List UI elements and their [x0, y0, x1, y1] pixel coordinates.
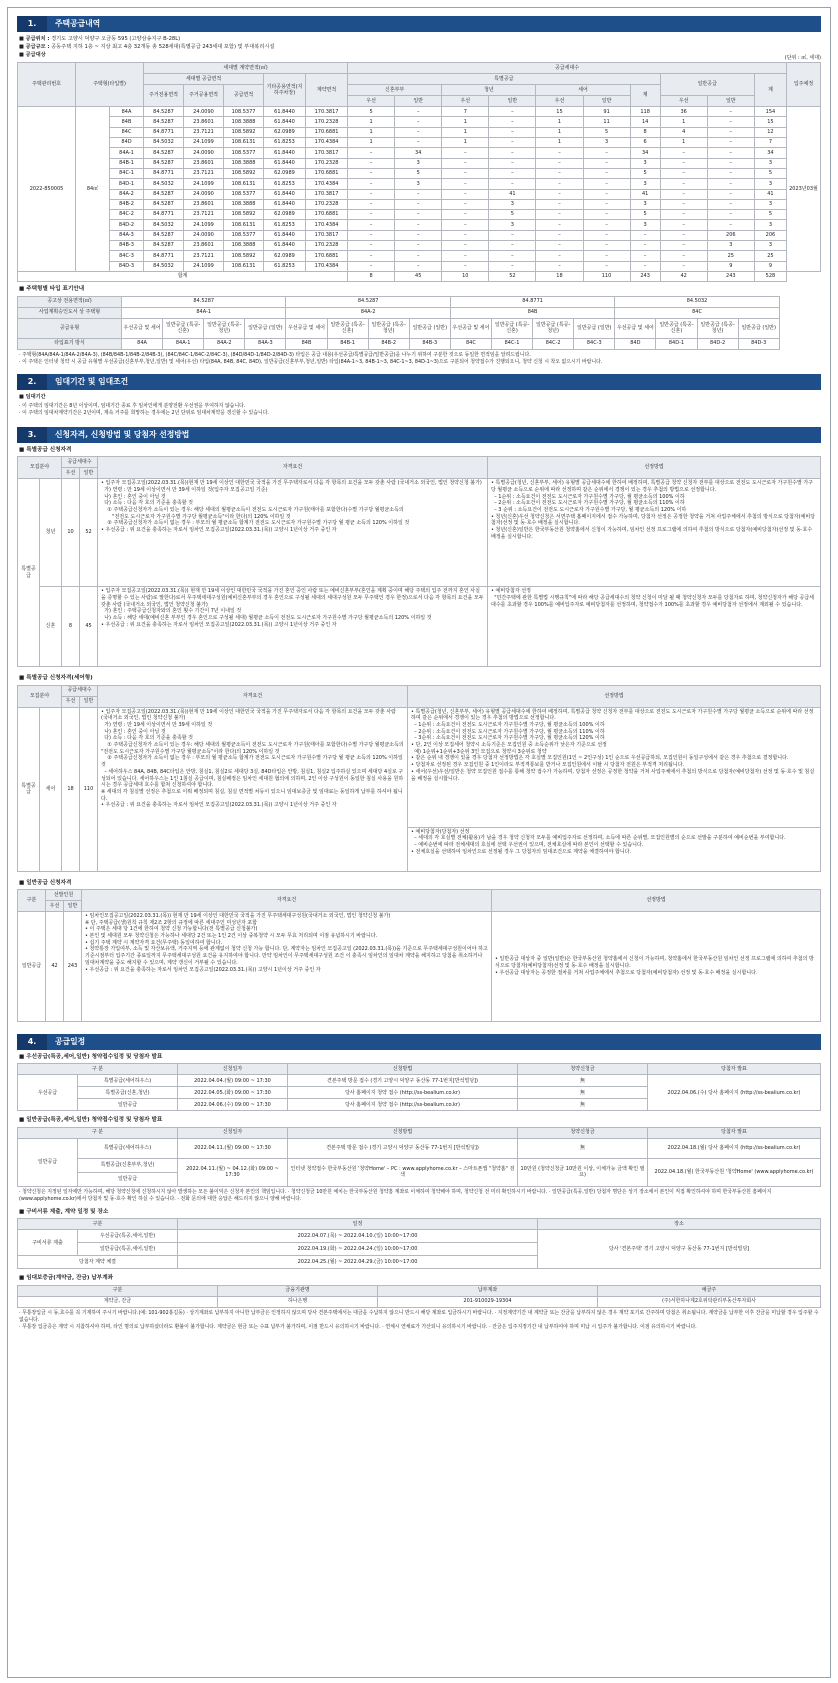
- table-row: 84D 84.5032 24.1099 108.6131 61.8253 170.4384 1 – 1 – 1 3 6 1 – 7: [18, 138, 821, 148]
- account-table: 구분 금융기관명 납부계좌 예금주 계약금, 잔금 하나은행 201-910029-19304 (주)서한하나제2호위탁관리부동산투자회사: [17, 1285, 821, 1308]
- type-notes: · 주택형(84A/84A-1/84A-2/84A-3), (84B/84B-1/84B-2/84B-3), (84C/84C-1/84C-2/84C-3), (84D/84D-1/84D-2/84D-3) 타입은 공급 내용(우선공급/특별공급/일반공급)을 나누기 위하여 구분한 것으로 동일한 면적임을 알려드립니다. · 이 주택은 인터넷 청약 시 공급 유형별 우선공급(신혼부부,청년,일반) 및 세어(우선) 타입(84A, 84B, 84C, 84D), 일반공급(신혼부부,청년,일반) 타입(84A-1~3, 84B-1~3, 84C-1~3, 84D-1~3)으로 구분되어 청약접수가 진행되오니, 청약 신청 시 착오 없으시기 바랍니다.: [19, 351, 603, 365]
- type-guide-table: 공고상 전용면적(㎡) 84.5287 84.5287 84.8771 84.5032 사업계획승인도서 상 주택형 84A-1 84A-2 84B 84C 공급유형 우선공급 및 세어 일반공급 (특공-신혼) 일반공급 (특공-청년) 일반공급 (일반) 우선공급 및 세어 일반공급 (특공-신혼) 일반공급 (특공-청년) 일반공급 (일반) 우선공급 및 세어 일반공급 (특공-신혼) 일반공급 (특공-청년) 일반공급 (일반) 우선공급 및 세어 일반공급 (특공-신혼) 일반공급 (특공-청년) 일반공급 (일반) 타입표기 방식 84A 84A-1 84A-2 84A-3 84B 84B-1 84B-2 84B-3 84C 84C-1 84C-2 84C-3 84D 84D-1 84D-2 84D-3: [17, 296, 821, 350]
- sum-label: 합계: [18, 271, 348, 281]
- section-1-header: [17, 16, 821, 32]
- table-row: 84A-2 84.5287 24.0090 108.5377 61.8440 170.3817 – – – 41 – – 41 – – 41: [18, 189, 821, 199]
- table-row: 2022-850005 84㎡ 84A 84.5287 24.0090 108.5377 61.8440 170.3817 5 – 7 – 15 91 118 36 – 154 2023년03월: [18, 107, 821, 117]
- subject-line: ■ 공급대상: [19, 51, 46, 58]
- general-qual: • 임차인모집공고일(2022.03.31.(목)) 현재 만 19세 이상인 대한민국 국적을 가진 무주택세대구성원(국내거소 외국인, 법인 청약신청 불가) ※ 단, 주택공급(생)원칙 규칙 제2조 2항의 규정에 따른 세대주인 미성년자 포함 • 이 주택은 세대 당 1건에 한하여 청약 신청 가능합니다(전 특별공급 신청불가) • 본인 및 세대원 모두 청약신청은 가능하나 세대당 2건 또는 1인 2건 이상 중복청약 시 모두 무효 처리되며 이점 유념하시기 바랍니다. • 십기 주택 계약 시 계약자격 요건(무주택) 동일여하여 합니다. • 청약통장 가입여부, 소득 및 자산보유액, 거주지역 등에 관계없이 청약 신청 가능 합니다. 단, 계약자는 임차인 모집공고일 (2022.03.31.(목))을 기준으로 무주택세대구성원이어야 하고 기준시점부터 입주기간 종료일까지 무주택세대구성원 요건을 유지하여야 합니다. 만약 임차인이 무주택세대구성원 조건 이 충족시 임차인의 임대차 계약을 해지하고 당첨을 취소하거나 임대차계약을 중도 해지할 수 있으며, 계약 갱신이 거부될 수 있습니다. • 우선공급 : 위 요건을 충족하는 자로서 임차인 모집공고일(2022.03.31.(목)) 고양시 1년이상 거주 중인 자: [82, 912, 492, 1022]
- table-row: 84A-3 84.5287 24.0090 108.5377 61.8440 170.3817 – – – – – – – – 206 206: [18, 230, 821, 240]
- tenant-sel: • 특별공급(청년, 신혼부부, 세어) 유형별 공급세대수에 한하여 배정하며, 특별공급 청약 신청자 전부를 대상으로 전전도 도시근로자 가구원수별 가구당 월평균 소득으로 순위에 따라 선정하며 같은 순위에서 경쟁이 있는 경우 추첨의 방법으로 선정합니다. – 1순위 : 소득요건이 전전도 도시근로자 가구원수별 가구당, 월 평균소득의 100% 이하 – 2순위 : 소득요건이 전전도 도시근로자 가구원수별 가구당, 월 평균소득의 110% 이하 – 3순위 : 소득요건이 전전도 도시근로자 가구원수별 가구당, 월 평균소득의 120% 이하 • 단, 2인 이상 모집세어 청약시 소득기준은 모집인원 중 소득순위가 낮은자 기준으로 선정 예) 1순위+1순위+3순위 3인 모집으로 청약시 3순위로 청약 • 같은 순위 내 경쟁이 있을 경우 당첨자 선정방법은 각 호실별 모집인원(1인 ~ 2인구성) 1인 순으로 우선공급하되, 모집인원이 동일구성에서 같은 경우 추첨으로 결정합니다. • 당첨자로 선정된 경우 모집인원 중 1인이라도 부적격통보를 받거나 모집인원에서 이탈 시 당첨자 전원은 부적격 처리됩니다. • 세어(우선)우선/일반은 청약 모집인원 접수를 통해 청약 접수가 가능하며, 당첨자 선정은 공정한 청약을 거쳐 사업주체에서 추첨의 방식으로 당첨자(예비당첨자) 선정 및 동·호수 및 침실을 배정을 실시합니다.: [408, 707, 821, 827]
- table-row: 84C-2 84.8771 23.7121 108.5892 62.0989 170.6881 – – – 5 – – 5 – – 5: [18, 210, 821, 220]
- general-schedule-table: 구 분 신청일자 신청방법 청약신청금 당첨자 발표 일반공급 특별공급(세어하우스) 2022.04.11.(월) 09:00 ~ 17:30 견본주택 방문 접수 (경기 고양시 덕양구 동산동 77-1번지 [반석빌딩]) 無 2022.04.18.(월) 당사 홈페이지 (http://ss-bealium.co.kr) 특별공급(신혼부부,청년) 2022.04.11.(월) ~ 04.12.(화) 09:00 ~ 17:30 인터넷 청약접수 한국부동산원 '청약Home' – PC : www.applyhome.co.kr – 스마트폰앱 "청약홈" 검색 10만원 (청약신청금 10만원 이상, 이체가능 금액 확인 필요) 2022.04.18.(월) 한국부동산원 '청약Home' (www.applyhome.co.kr) 일반공급: [17, 1127, 821, 1187]
- unit-label: (단위 : ㎡, 세대): [784, 54, 821, 61]
- section-4-header: 4. 공급일정: [17, 1034, 821, 1050]
- general-sel: • 일반공급 대상자 중 일반(일반)은 한국부동산원 청약홈에서 신청이 가능하며, 청약홈에서 한국부동산원 임차인 선정 프로그램에 의하여 추첨의 방식으로 당첨자(예비당첨자)선정 및 동·호수 배정을 실시합니다. • 우선공급 대상자는 공정한 절차를 거쳐 사업주체에서 추첨으로 당첨자(예비당첨자) 선정 및 동·호수 배정을 실시합니다.: [492, 912, 821, 1022]
- table-row: 84D-1 84.5032 24.1099 108.6131 61.8253 170.4384 – 3 – – – – 3 – – 3: [18, 179, 821, 189]
- location-line: ■ 공급위치 : 경기도 고양시 덕양구 오금동 595 (고양삼송지구 B-28L): [19, 36, 181, 42]
- table-row: 84B-3 84.5287 23.8601 108.3888 61.8440 170.2328 – – – – – – – – 3 3: [18, 241, 821, 251]
- table-row: 84B-1 84.5287 23.8601 108.3888 61.8440 170.2328 – 3 – – – – 3 – – 3: [18, 158, 821, 168]
- document-page: 1. 주택공급내역 ■ 공급위치 : 경기도 고양시 덕양구 오금동 595 (고양삼송지구 B-28L) ■ 공급규모 : 공동주택 지하 1층 ~ 지상 최고 4층 32개동 총 528세대(특별공급 243세대 포함) 및 부대복리시설 ■ 공급대상 (단위 : ㎡, 세대) 주택관리번호 주택형(타입별) 세대별 계약면적(㎡) 공급세대수 입주예정 세대별 공급면적 기타공용면적(지하주차장) 계약면적 특별공급 일반공급 계 주거전용면적 주거공용면적 공급면적 신혼부부 청년 세어 계 우선 일반 우선 일반 우선 일반 우선 일반 2022-850005 84㎡ 84A 84.5287 24.0090 108.5377 61.8440 170.3817 5 – 7 – 15 91 118 36 – 154 2023년03월 84B 84.5287 23.8601 108.3888 61.8440 170.2328 1 – 1 – 1 11 14 1 – 15 84C 84.8771 23.7121 108.5892 62.0989 170.6881 1 – 1 – 1 5 8 4 – 12 84D 84.5032 24.1099 108.6131 61.8253 170.4384 1 – 1 – 1 3 6 1 – 7 84A-1 84.5287 24.0090 108.5377 61.8440 170.3817 – 34 – – – – 34 – – 34 84B-1 84.5287 23.8601 108.3888 61.8440 170.2328 – 3 – – – – 3 – – 3 84C-1 84.8771 23.7121 108.5892 62.0989 170.6881 – 5 – – – – 5 – – 5 84D-1 84.5032 24.1099 108.6131 61.8253 170.4384 – 3 – – – – 3 – – 3 84A-2 84.5287 24.0090 108.5377 61.8440 170.3817 – – – 41 – – 41 – – 41 84B-2 84.5287 23.8601 108.3888 61.8440 170.2328 – – – 3 – – 3 – – 3 84C-2 84.8771 23.7121 108.5892 62.0989 170.6881 – – – 5 – – 5 – – 5 84D-2 84.5032 24.1099 108.6131 61.8253 170.4384 – – – 3 – – 3 – – 3 84A-3 84.5287 24.0090 108.5377 61.8440 170.3817 – – – – – – – – 206 206 84B-3 84.5287 23.8601 108.3888 61.8440 170.2328 – – – – – – – – 3 3 84C-3 84.8771 23.7121 108.5892 62.0989 170.6881 – – – – – – – – 25 25 84D-3 84.5032 24.1099 108.6131 61.8253 170.4384 – – – – – – – – 9 9 합계 8 45 10 52 18 110 243 42 243 528 ■ 주택형별 타입 표기안내 공고상 전용면적(㎡) 84.5287 84.5287 84.8771 84.5032 사업계획승인도서 상 주택형 84A-1 84A-2 84B 84C 공급유형 우선공급 및 세어 일반공급 (특공-신혼) 일반공급 (특공-청년) 일반공급 (일반) 우선공급 및 세어 일반공급 (특공-신혼) 일반공급 (특공-청년) 일반공급 (일반) 우선공급 및 세어 일반공급 (특공-신혼) 일반공급 (특공-청년) 일반공급 (일반) 우선공급 및 세어 일반공급 (특공-신혼) 일반공급 (특공-청년) 일반공급 (일반) 타입표기 방식 84A 84A-1 84A-2 84A-3 84B 84B-1 84B-2 84B-3 84C 84C-1 84C-2 84C-3 84D 84D-1 84D-2 84D-3 · 주택형(84A/84A-1/84A-2/84A-3), (84B/84B-1/84B-2/84B-3), (84C/84C-1/84C-2/84C-3), (84D/84D-1/84D-2/84D-3) 타입은 공급 내용(우선공급/특별공급/일반공급)을 나누기 위하여 구분한 것으로 동일한 면적임을 알려드립니다. · 이 주택은 인터넷 청약 시 공급 유형별 우선공급(신혼부부,청년,일반) 및 세어(우선) 타입(84A, 84B, 84C, 84D), 일반공급(신혼부부,청년,일반) 타입(84A-1~3, 84B-1~3, 84C-1~3, 84D-1~3)으로 구분되어 청약접수가 진행되오니, 청약 신청 시 착오 없으시기 바랍니다. 2. 임대기간 및 임대조건 ■ 임대기간 · 이 주택의 임대기간은 8년 이상이며, 임대기간 종료 후 임차인에게 분양전환 우선권을 부여하지 않습니다. · 이 주택의 임대차계약기간은 2년이며, 계속 거주를 희망하는 경우에는 2년 단위로 임대차계약을 갱신할 수 있습니다. 3. 신청자격, 신청방법 및 당첨자 선정방법 ■ 특별공급 신청자격 모집분야 공급세대수 자격요건 선정방법 우선 일반 특별공급 청년 10 52 • 입주자 모집공고일(2022.03.31.(목))현재 만 19세 이상인 대한민국 국적을 가진 무주택자로서 다음 각 항목의 요건을 모두 갖춘 사람 (국내거소 외국인, 법인 청약신청 불가) 가) 연령 : 만 19세 이상이면서 만 39세 이하일 것(입주자 모집공고일 기준) 나) 혼인 : 혼인 중이 아닐 것 다) 소득 : 다음 각 호의 기준을 충족할 것 ① 주택공급신청자가 소득이 있는 경우: 해당 세대의 월평균소득이 전전도 도시근로자 가구원(태아를 포함한다)수별 가구당 월평균소득의 "전전도 도시근로자 가구원수별 가구당 월평균소득"이라 한다)의 120% 이하일 것 ② 주택공급신청자가 소득이 없는 경우 : 부모의 월 평균소득 합계가 전전도 도시근로자 가구원수별 가구당 월 평균 소득의 120% 이하일 것 • 우선공급 : 위 요건을 충족하는 자로서 임차인 모집공고일(2022.03.31.(목)) 고양시 1년이상 거주 중인 자 • 특별공급(청년, 신혼부부, 세어) 유형별 공급세대수에 한하여 배정하며, 특별공급 청약 신청자 전부를 대상으로 전전도 도시근로자 가구원수별 가구당 월평균 소득으로 순위에 따라 선정하며 같은 순위에서 경쟁이 있는 경우 추첨의 방법으로 선정합니다. – 1순위 : 소득요건이 전전도 도시근로자 가구원수별 가구당, 월 평균소득의 100% 이하 – 2순위 : 소득요건이 전전도 도시근로자 가구원수별 가구당, 월 평균소득의 110% 이하 – 3 순위 : 소득요건이 전전도 도시근로자 가구원수별 가구당, 월 평균소득의 120% 이하 • 청년(신혼)우선 청약신청은 서면주택 홈페이지에서 접수 가능하며, 당첨자 선정은 공정한 청약을 거쳐 사업주체에서 추첨의 방식으로 당첨자(예비당첨자)선정 및 동·호수 배정을 실시합니다. • 청년(신혼)일반은 한국부동산원 청약홈에서 신청이 가능하며, 임차인 선정 프로그램에 의하여 추첨의 방식으로 당첨자(예비당첨자)선정 및 동·호수 배정을 실시합니다. 신혼 8 45 • 입주자 모집공고일(2022.03.31.(목)) 현재 만 19세 이상인 대한민국 국적을 가진 혼인 중인 사람 또는 예비신혼부부(혼인을 계획 중이며 해당 주택의 입주 전까지 혼인 사실을 증명할 수 있는 사람)로 말한다)로서 무주택세대구성원(예비신혼부부의 경우 혼인으로 구성될 세대의 세대구성원 모두 무주택인 경우 한정)으로서 다음 각 항목의 요건을 모두 갖춘 사람 (국내거소 외국인, 법인 청약신청 불가) 가) 혼인 : 주택공급신청자와의 혼인 횟수 기간이 7년 이내일 것 나) 소득 : 해당 세대(예비신혼 부부인 경우 혼인으로 구성될 세대) 월평균 소득이 전전도 도시근로자 가구원수별 가구당 월평균소득의 120% 이하일 것 • 우선공급 : 위 요건을 충족하는 자로서 임차인 모집공고일(2022.03.31.(목)) 고양시 1년이상 거주 중인 자 • 예비당첨자 선정 "민간주택에 관한 특별법 시행규칙"에 따라 해당 공급세대수의 청약 신청이 미달 될 때 청약신청자 모두를 당첨자로 하며, 청약신청자가 해당 공급세대수를 초과할 경우 100%를 예비입주자로 예비당첨자를 선정하며, 청약접수가 100%를 초과할 경우 예비당첨자 선정에서 제외될 수 있습니다. ■ 특별공급 신청자격(세어형) 모집분야 공급세대수 자격요건 선정방법 우선 일반 특별공급 세어 18 110 • 입주자 모집공고일(2022.03.31.(목))현재 만 19세 이상인 대한민국 국적을 가진 무주택자로서 다음 각 항목의 요건을 모두 갖춘 사람 (국내거소 외국인, 법인 청약신청 불가) 가) 연령 : 만 19세 이상이면서 만 39세 이하일 것 나) 혼인 : 혼인 중이 아닐 것 다) 소득 : 다음 각 호의 기준을 충족할 것 ① 주택공급신청자가 소득이 있는 경우: 해당 세대의 월평균소득이 전전도 도시근로자 가구원(태아를 포함한다)수별 가구당 월평균소득의 "전전도 도시근로자 가구원수별 가구당 월평균소득"이라 한다)의 120% 이하일 것 ② 주택공급신청자가 소득이 없는 경우 : 부모의 월 평균소득 합계가 전전도 도시근로자 가구원수별 가구당 월 평균 소득의 120% 이하일 것 – 세어하우스 84A, 84B, 84C타입은 안방, 침실1, 침실2로 세대당 3실, 84D타입은 안방, 침실1, 침실2 입주하실 있으며 세대당 4실로 구성되어 있습니다. 세어하우스는 1인 1침실 공급이며, 침실배정은 임차인 세대원 협의에 의하며, 2인 이상 구성원이 동일한 침실 사용을 원하시는 경우 공급세대 호수를 합쳐 신청하셔야 합니다. ※ 세대의 각 침실별 선정은 추첨으로 이뤄 배정되며 침실, 침실 면적별 차등이 있으니 임대보증금 및 임대료는 동일하게 납부를 하셔야 됩니다. • 우선공급 : 위 요건을 충족하는 자로서 임차인 모집공고일(2022.03.31.(목)) 고양시 1년이상 거주 중인 자 • 특별공급(청년, 신혼부부, 세어) 유형별 공급세대수에 한하여 배정하며, 특별공급 청약 신청자 전부를 대상으로 전전도 도시근로자 가구원수별 가구당 월평균 소득으로 순위에 따라 선정하며 같은 순위에서 경쟁이 있는 경우 추첨의 방법으로 선정합니다. – 1순위 : 소득요건이 전전도 도시근로자 가구원수별 가구당, 월 평균소득의 100% 이하 – 2순위 : 소득요건이 전전도 도시근로자 가구원수별 가구당, 월 평균소득의 110% 이하 – 3순위 : 소득요건이 전전도 도시근로자 가구원수별 가구당, 월 평균소득의 120% 이하 • 단, 2인 이상 모집세어 청약시 소득기준은 모집인원 중 소득순위가 낮은자 기준으로 선정 예) 1순위+1순위+3순위 3인 모집으로 청약시 3순위로 청약 • 같은 순위 내 경쟁이 있을 경우 당첨자 선정방법은 각 호실별 모집인원(1인 ~ 2인구성) 1인 순으로 우선공급하되, 모집인원이 동일구성에서 같은 경우 추첨으로 결정합니다. • 당첨자로 선정된 경우 모집인원 중 1인이라도 부적격통보를 받거나 모집인원에서 이탈 시 당첨자 전원은 부적격 처리됩니다. • 세어(우선)우선/일반은 청약 모집인원 접수를 통해 청약 접수가 가능하며, 당첨자 선정은 공정한 청약을 거쳐 사업주체에서 추첨의 방식으로 당첨자(예비당첨자) 선정 및 동·호수 및 침실을 배정을 실시합니다. • 예비당첨자(당첨자) 선정 – 세대의 각 호실별 전체(활용)가 남을 경우 청약 신청자 모두를 예비입주자로 선정하며, 소득에 따른 순위별, 모집인원별의 순으로 선발을 구분하여 예비순번을 부여합니다. – 예비순번에 따라 전체세대의 호실에 선택 우선권이 있으며, 전체호실에 따라 본인이 선택할 수 있습니다. • 전체호실을 선택하여 임차인으로 선정될 경우 그 당첨자의 임대조건으로 계약을 체결하여야 합니다. ■ 일반공급 신청자격 구분 선발인원 자격요건 선정방법 우선 일반 일반공급 42 243 • 임차인모집공고일(2022.03.31.(목)) 현재 만 19세 이상인 대한민국 국적을 가진 무주택세대구성원(국내거소 외국인, 법인 청약신청 불가) ※ 단, 주택공급(생)원칙 규칙 제2조 2항의 규정에 따른 세대주인 미성년자 포함 • 이 주택은 세대 당 1건에 한하여 청약 신청 가능합니다(전 특별공급 신청불가) • 본인 및 세대원 모두 청약신청은 가능하나 세대당 2건 또는 1인 2건 이상 중복청약 시 모두 무효 처리되며 이점 유념하시기 바랍니다. • 십기 주택 계약 시 계약자격 요건(무주택) 동일여하여 합니다. • 청약통장 가입여부, 소득 및 자산보유액, 거주지역 등에 관계없이 청약 신청 가능 합니다. 단, 계약자는 임차인 모집공고일 (2022.03.31.(목))을 기준으로 무주택세대구성원이어야 하고 기준시점부터 입주기간 종료일까지 무주택세대구성원 요건을 유지하여야 합니다. 만약 임차인이 무주택세대구성원 조건 이 충족시 임차인의 임대차 계약을 해지하고 당첨을 취소하거나 임대차계약을 중도 해지할 수 있으며, 계약 갱신이 거부될 수 있습니다. • 우선공급 : 위 요건을 충족하는 자로서 임차인 모집공고일(2022.03.31.(목)) 고양시 1년이상 거주 중인 자 • 일반공급 대상자 중 일반(일반)은 한국부동산원 청약홈에서 신청이 가능하며, 청약홈에서 한국부동산원 임차인 선정 프로그램에 의하여 추첨의 방식으로 당첨자(예비당첨자)선정 및 동·호수 배정을 실시합니다. • 우선공급 대상자는 공정한 절차를 거쳐 사업주체에서 추첨으로 당첨자(예비당첨자) 선정 및 동·호수 배정을 실시합니다. 4. 공급일정 ■ 우선공급(특공,세어,일반) 청약접수일정 및 당첨자 발표 구 분 신청일자 신청방법 청약신청금 당첨자 발표 우선공급 특별공급(세어하우스) 2022.04.04.(월) 09:00 ~ 17:30 견본주택 방문 접수 (경기 고양시 덕양구 동산동 77-1번지[반석빌딩]) 無 2022.04.06.(수) 당사 홈페이지 (http://ss-bealium.co.kr) 특별공급(신혼,청년) 2022.04.05.(화) 09:00 ~ 17:30 당사 홈페이지 청약 접수 (http://ss-bealium.co.kr) 無 일반공급 2022.04.06.(수) 09:00 ~ 17:30 당사 홈페이지 청약 접수 (http://ss-bealium.co.kr) 無 ■ 일반공급(특공,세어,일반) 청약접수일정 및 당첨자 발표 구 분 신청일자 신청방법 청약신청금 당첨자 발표 일반공급 특별공급(세어하우스) 2022.04.11.(월) 09:00 ~ 17:30 견본주택 방문 접수 (경기 고양시 덕양구 동산동 77-1번지 [반석빌딩]) 無 2022.04.18.(월) 당사 홈페이지 (http://ss-bealium.co.kr) 특별공급(신혼부부,청년) 2022.04.11.(월) ~ 04.12.(화) 09:00 ~ 17:30 인터넷 청약접수 한국부동산원 '청약Home' – PC : www.applyhome.co.kr – 스마트폰앱 "청약홈" 검색 10만원 (청약신청금 10만원 이상, 이체가능 금액 확인 필요) 2022.04.18.(월) 한국부동산원 '청약Home' (www.applyhome.co.kr) 일반공급 · 청약신청은 지정된 일자에만 가능하며, 해당 청약신청에 신청하시지 않아 발생하는 모든 불이익은 신청자 본인의 책임입니다. · 청약신청금 10만원 예치는 한국부동산원 청약홈 계좌로 이체하여 청약해야 하며, 청약신청 전 미리 확인하시기 바랍니다. · 일반공급(특공,일반) 당첨자 명단은 상기 장소에서 본인이 직접 확인하셔야 하며 한국부동산원 홈페이지(www.applyhome.co.kr)에서 당첨자 및 동·호수 확인 하실 수 있습니다. · 전화 문의에 대한 응답은 해드리지 않으니 양해 바랍니다. ■ 구비서류 제출, 계약 일정 및 장소 구분 일정 장소 구비서류 제출 우선공급(특공,세어,일반) 2022.04.07.(목) ~ 2022.04.10.(일) 10:00~17:00 당사 '견본주택' 경기 고양시 덕양구 동산동 77-1번지 [반석빌딩] 일반공급(특공,세어,일반) 2022.04.19.(화) ~ 2022.04.24.(일) 10:00~17:00 당첨자 계약 체결 2022.04.25.(월) ~ 2022.04.29.(금) 10:00~17:00 ■ 임대보증금(계약금, 잔금) 납부계좌 구분 금융기관명 납부계좌 예금주 계약금, 잔금 하나은행 201-910029-19304 (주)서한하나제2호위탁관리부동산투자회사 · 무통장입금 시 동,호수를 꼭 기재하여 주시기 바랍니다.(예: 101-902홍길동) · 상기계좌로 납부하지 아니한 납부금은 인정하지 않으며 당사 견본주택에서는 대금을 수납하지 않으니 반드시 해당 계좌로 입금하시기 바랍니다. · 지정계약기간 내 계약금 또는 잔금을 납부하지 않은 경우 계약 포기로 간주하며 당첨은 취소됩니다. 계약금을 납부한 이후 잔금을 미납할 경우 입주할 수 없습니다. · 무통장 입금증은 계약 시 지참하셔야 하며, 타인 명의로 납부하셨더라도 환불이 불가합니다. 계약금은 현금 또는 수표 납부가 불가하며, 이점 반드시 유의하시기 바랍니다. · 연체시 연체료가 가산되니 유의하시기 바랍니다. · 잔금은 입주지정기간 내 납부하여야 하며 미납 시 입주가 불가합니다. 이점 유의하시기 바랍니다.: [7, 7, 831, 1678]
- table-row: 84A-1 84.5287 24.0090 108.5377 61.8440 170.3817 – 34 – – – – 34 – – 34: [18, 148, 821, 158]
- table-row: 84B-2 84.5287 23.8601 108.3888 61.8440 170.2328 – – – 3 – – 3 – – 3: [18, 199, 821, 209]
- type-guide-title: ■ 주택형별 타입 표기안내: [19, 286, 85, 293]
- section-number: 1.: [17, 16, 47, 32]
- table-row: 84D-2 84.5032 24.1099 108.6131 61.8253 170.4384 – – – 3 – – 3 – – 3: [18, 220, 821, 230]
- priority-schedule-table: 구 분 신청일자 신청방법 청약신청금 당첨자 발표 우선공급 특별공급(세어하우스) 2022.04.04.(월) 09:00 ~ 17:30 견본주택 방문 접수 (경기 고양시 덕양구 동산동 77-1번지[반석빌딩]) 無 2022.04.06.(수) 당사 홈페이지 (http://ss-bealium.co.kr) 특별공급(신혼,청년) 2022.04.05.(화) 09:00 ~ 17:30 당사 홈페이지 청약 접수 (http://ss-bealium.co.kr) 無 일반공급 2022.04.06.(수) 09:00 ~ 17:30 당사 홈페이지 청약 접수 (http://ss-bealium.co.kr) 無: [17, 1063, 821, 1111]
- account-notes: · 무통장입금 시 동,호수를 꼭 기재하여 주시기 바랍니다.(예: 101-902홍길동) · 상기계좌로 납부하지 아니한 납부금은 인정하지 않으며 당사 견본주택에서는 대금을 수납하지 않으니 반드시 해당 계좌로 입금하시기 바랍니다. · 지정계약기간 내 계약금 또는 잔금을 납부하지 않은 경우 계약 포기로 간주하며 당첨은 취소됩니다. 계약금을 납부한 이후 잔금을 미납할 경우 입주할 수 없습니다. · 무통장 입금증은 계약 시 지참하셔야 하며, 타인 명의로 납부하셨더라도 환불이 불가합니다. 계약금은 현금 또는 수표 납부가 불가하며, 이점 반드시 유의하시기 바랍니다. · 연체시 연체료가 가산되니 유의하시기 바랍니다. · 잔금은 입주지정기간 내 납부하여야 하며 미납 시 입주가 불가합니다. 이점 유의하시기 바랍니다.: [19, 1309, 819, 1330]
- section-2-header: 2. 임대기간 및 임대조건: [17, 374, 821, 390]
- supply-table: 주택관리번호 주택형(타입별) 세대별 계약면적(㎡) 공급세대수 입주예정 세대별 공급면적 기타공용면적(지하주차장) 계약면적 특별공급 일반공급 계 주거전용면적 주거공용면적 공급면적 신혼부부 청년 세어 계 우선 일반 우선 일반 우선 일반 우선 일반 2022-850005 84㎡ 84A 84.5287 24.0090 108.5377 61.8440 170.3817 5 – 7 – 15 91 118 36 – 154 2023년03월 84B 84.5287 23.8601 108.3888 61.8440 170.2328 1 – 1 – 1 11 14 1 – 15 84C 84.8771 23.7121 108.5892 62.0989 170.6881 1 – 1 – 1 5 8 4 – 12 84D 84.5032 24.1099 108.6131 61.8253 170.4384 1 – 1 – 1 3 6 1 – 7 84A-1 84.5287 24.0090 108.5377 61.8440 170.3817 – 34 – – – – 34 – – 34 84B-1 84.5287 23.8601 108.3888 61.8440 170.2328 – 3 – – – – 3 – – 3 84C-1 84.8771 23.7121 108.5892 62.0989 170.6881 – 5 – – – – 5 – – 5 84D-1 84.5032 24.1099 108.6131 61.8253 170.4384 – 3 – – – – 3 – – 3 84A-2 84.5287 24.0090 108.5377 61.8440 170.3817 – – – 41 – – 41 – – 41 84B-2 84.5287 23.8601 108.3888 61.8440 170.2328 – – – 3 – – 3 – – 3 84C-2 84.8771 23.7121 108.5892 62.0989 170.6881 – – – 5 – – 5 – – 5 84D-2 84.5032 24.1099 108.6131 61.8253 170.4384 – – – 3 – – 3 – – 3 84A-3 84.5287 24.0090 108.5377 61.8440 170.3817 – – – – – – – – 206 206 84B-3 84.5287 23.8601 108.3888 61.8440 170.2328 – – – – – – – – 3 3 84C-3 84.8771 23.7121 108.5892 62.0989 170.6881 – – – – – – – – 25 25 84D-3 84.5032 24.1099 108.6131 61.8253 170.4384 – – – – – – – – 9 9 합계 8 45 10 52 18 110 243 42 243 528: [17, 62, 821, 282]
- youth-sel: • 특별공급(청년, 신혼부부, 세어) 유형별 공급세대수에 한하여 배정하며, 특별공급 청약 신청자 전부를 대상으로 전전도 도시근로자 가구원수별 가구당 월평균 소득으로 순위에 따라 선정하며 같은 순위에서 경쟁이 있는 경우 추첨의 방법으로 선정합니다. – 1순위 : 소득요건이 전전도 도시근로자 가구원수별 가구당, 월 평균소득의 100% 이하 – 2순위 : 소득요건이 전전도 도시근로자 가구원수별 가구당, 월 평균소득의 110% 이하 – 3 순위 : 소득요건이 전전도 도시근로자 가구원수별 가구당, 월 평균소득의 120% 이하 • 청년(신혼)우선 청약신청은 서면주택 홈페이지에서 접수 가능하며, 당첨자 선정은 공정한 청약을 거쳐 사업주체에서 추첨의 방식으로 당첨자(예비당첨자)선정 및 동·호수 배정을 실시합니다. • 청년(신혼)일반은 한국부동산원 청약홈에서 신청이 가능하며, 임차인 선정 프로그램에 의하여 추첨의 방식으로 당첨자(예비당첨자)선정 및 동·호수 배정을 실시합니다.: [488, 479, 821, 587]
- tenant-sel-2: • 예비당첨자(당첨자) 선정 – 세대의 각 호실별 전체(활용)가 남을 경우 청약 신청자 모두를 예비입주자로 선정하며, 소득에 따른 순위별, 모집인원별의 순으로 선발을 구분하여 예비순번을 부여합니다. – 예비순번에 따라 전체세대의 호실에 선택 우선권이 있으며, 전체호실에 따라 본인이 선택할 수 있습니다. • 전체호실을 선택하여 임차인으로 선정될 경우 그 당첨자의 임대조건으로 계약을 체결하여야 합니다.: [408, 827, 821, 871]
- section-3-header: 3. 신청자격, 신청방법 및 당첨자 선정방법: [17, 427, 821, 443]
- table-row: 84B 84.5287 23.8601 108.3888 61.8440 170.2328 1 – 1 – 1 11 14 1 – 15: [18, 117, 821, 127]
- youth-qual: • 입주자 모집공고일(2022.03.31.(목))현재 만 19세 이상인 대한민국 국적을 가진 무주택자로서 다음 각 항목의 요건을 모두 갖춘 사람 (국내거소 외국인, 법인 청약신청 불가) 가) 연령 : 만 19세 이상이면서 만 39세 이하일 것(입주자 모집공고일 기준) 나) 혼인 : 혼인 중이 아닐 것 다) 소득 : 다음 각 호의 기준을 충족할 것 ① 주택공급신청자가 소득이 있는 경우: 해당 세대의 월평균소득이 전전도 도시근로자 가구원(태아를 포함한다)수별 가구당 월평균소득의 "전전도 도시근로자 가구원수별 가구당 월평균소득"이라 한다)의 120% 이하일 것 ② 주택공급신청자가 소득이 없는 경우 : 부모의 월 평균소득 합계가 전전도 도시근로자 가구원수별 가구당 월 평균 소득의 120% 이하일 것 • 우선공급 : 위 요건을 충족하는 자로서 임차인 모집공고일(2022.03.31.(목)) 고양시 1년이상 거주 중인 자: [98, 479, 488, 587]
- general-qual-table: 구분 선발인원 자격요건 선정방법 우선 일반 일반공급 42 243 • 임차인모집공고일(2022.03.31.(목)) 현재 만 19세 이상인 대한민국 국적을 가진 무주택세대구성원(국내거소 외국인, 법인 청약신청 불가) ※ 단, 주택공급(생)원칙 규칙 제2조 2항의 규정에 따른 세대주인 미성년자 포함 • 이 주택은 세대 당 1건에 한하여 청약 신청 가능합니다(전 특별공급 신청불가) • 본인 및 세대원 모두 청약신청은 가능하나 세대당 2건 또는 1인 2건 이상 중복청약 시 모두 무효 처리되며 이점 유념하시기 바랍니다. • 십기 주택 계약 시 계약자격 요건(무주택) 동일여하여 합니다. • 청약통장 가입여부, 소득 및 자산보유액, 거주지역 등에 관계없이 청약 신청 가능 합니다. 단, 계약자는 임차인 모집공고일 (2022.03.31.(목))을 기준으로 무주택세대구성원이어야 하고 기준시점부터 입주기간 종료일까지 무주택세대구성원 요건을 유지하여야 합니다. 만약 임차인이 무주택세대구성원 조건 이 충족시 임차인의 임대차 계약을 해지하고 당첨을 취소하거나 임대차계약을 중도 해지할 수 있으며, 계약 갱신이 거부될 수 있습니다. • 우선공급 : 위 요건을 충족하는 자로서 임차인 모집공고일(2022.03.31.(목)) 고양시 1년이상 거주 중인 자 • 일반공급 대상자 중 일반(일반)은 한국부동산원 청약홈에서 신청이 가능하며, 청약홈에서 한국부동산원 임차인 선정 프로그램에 의하여 추첨의 방식으로 당첨자(예비당첨자)선정 및 동·호수 배정을 실시합니다. • 우선공급 대상자는 공정한 절차를 거쳐 사업주체에서 추첨으로 당첨자(예비당첨자) 선정 및 동·호수 배정을 실시합니다.: [17, 889, 821, 1022]
- table-row: 84C-1 84.8771 23.7121 108.5892 62.0989 170.6881 – 5 – – – – 5 – – 5: [18, 168, 821, 178]
- lease-notes: · 이 주택의 임대기간은 8년 이상이며, 임대기간 종료 후 임차인에게 분양전환 우선권을 부여하지 않습니다. · 이 주택의 임대차계약기간은 2년이며, 계속 거주를 희망하는 경우에는 2년 단위로 임대차계약을 갱신할 수 있습니다.: [19, 402, 269, 416]
- contract-schedule-table: 구분 일정 장소 구비서류 제출 우선공급(특공,세어,일반) 2022.04.07.(목) ~ 2022.04.10.(일) 10:00~17:00 당사 '견본주택' 경기 고양시 덕양구 동산동 77-1번지 [반석빌딩] 일반공급(특공,세어,일반) 2022.04.19.(화) ~ 2022.04.24.(일) 10:00~17:00 당첨자 계약 체결 2022.04.25.(월) ~ 2022.04.29.(금) 10:00~17:00: [17, 1218, 821, 1269]
- supply-rows: [18, 107, 821, 272]
- tenant-qual: • 입주자 모집공고일(2022.03.31.(목))현재 만 19세 이상인 대한민국 국적을 가진 무주택자로서 다음 각 항목의 요건을 모두 갖춘 사람 (국내거소 외국인, 법인 청약신청 불가) 가) 연령 : 만 19세 이상이면서 만 39세 이하일 것 나) 혼인 : 혼인 중이 아닐 것 다) 소득 : 다음 각 호의 기준을 충족할 것 ① 주택공급신청자가 소득이 있는 경우: 해당 세대의 월평균소득이 전전도 도시근로자 가구원(태아를 포함한다)수별 가구당 월평균소득의 "전전도 도시근로자 가구원수별 가구당 월평균소득"이라 한다)의 120% 이하일 것 ② 주택공급신청자가 소득이 없는 경우 : 부모의 월 평균소득 합계가 전전도 도시근로자 가구원수별 가구당 월 평균 소득의 120% 이하일 것 – 세어하우스 84A, 84B, 84C타입은 안방, 침실1, 침실2로 세대당 3실, 84D타입은 안방, 침실1, 침실2 입주하실 있으며 세대당 4실로 구성되어 있습니다. 세어하우스는 1인 1침실 공급이며, 침실배정은 임차인 세대원 협의에 의하며, 2인 이상 구성원이 동일한 침실 사용을 원하시는 경우 공급세대 호수를 합쳐 신청하셔야 합니다. ※ 세대의 각 침실별 선정은 추첨으로 이뤄 배정되며 침실, 침실 면적별 차등이 있으니 임대보증금 및 임대료는 동일하게 납부를 하셔야 됩니다. • 우선공급 : 위 요건을 충족하는 자로서 임차인 모집공고일(2022.03.31.(목)) 고양시 1년이상 거주 중인 자: [98, 707, 408, 871]
- special-qual-table: 모집분야 공급세대수 자격요건 선정방법 우선 일반 특별공급 청년 10 52 • 입주자 모집공고일(2022.03.31.(목))현재 만 19세 이상인 대한민국 국적을 가진 무주택자로서 다음 각 항목의 요건을 모두 갖춘 사람 (국내거소 외국인, 법인 청약신청 불가) 가) 연령 : 만 19세 이상이면서 만 39세 이하일 것(입주자 모집공고일 기준) 나) 혼인 : 혼인 중이 아닐 것 다) 소득 : 다음 각 호의 기준을 충족할 것 ① 주택공급신청자가 소득이 있는 경우: 해당 세대의 월평균소득이 전전도 도시근로자 가구원(태아를 포함한다)수별 가구당 월평균소득의 "전전도 도시근로자 가구원수별 가구당 월평균소득"이라 한다)의 120% 이하일 것 ② 주택공급신청자가 소득이 없는 경우 : 부모의 월 평균소득 합계가 전전도 도시근로자 가구원수별 가구당 월 평균 소득의 120% 이하일 것 • 우선공급 : 위 요건을 충족하는 자로서 임차인 모집공고일(2022.03.31.(목)) 고양시 1년이상 거주 중인 자 • 특별공급(청년, 신혼부부, 세어) 유형별 공급세대수에 한하여 배정하며, 특별공급 청약 신청자 전부를 대상으로 전전도 도시근로자 가구원수별 가구당 월평균 소득으로 순위에 따라 선정하며 같은 순위에서 경쟁이 있는 경우 추첨의 방법으로 선정합니다. – 1순위 : 소득요건이 전전도 도시근로자 가구원수별 가구당, 월 평균소득의 100% 이하 – 2순위 : 소득요건이 전전도 도시근로자 가구원수별 가구당, 월 평균소득의 110% 이하 – 3 순위 : 소득요건이 전전도 도시근로자 가구원수별 가구당, 월 평균소득의 120% 이하 • 청년(신혼)우선 청약신청은 서면주택 홈페이지에서 접수 가능하며, 당첨자 선정은 공정한 청약을 거쳐 사업주체에서 추첨의 방식으로 당첨자(예비당첨자)선정 및 동·호수 배정을 실시합니다. • 청년(신혼)일반은 한국부동산원 청약홈에서 신청이 가능하며, 임차인 선정 프로그램에 의하여 추첨의 방식으로 당첨자(예비당첨자)선정 및 동·호수 배정을 실시합니다. 신혼 8 45 • 입주자 모집공고일(2022.03.31.(목)) 현재 만 19세 이상인 대한민국 국적을 가진 혼인 중인 사람 또는 예비신혼부부(혼인을 계획 중이며 해당 주택의 입주 전까지 혼인 사실을 증명할 수 있는 사람)로 말한다)로서 무주택세대구성원(예비신혼부부의 경우 혼인으로 구성될 세대의 세대구성원 모두 무주택인 경우 한정)으로서 다음 각 항목의 요건을 모두 갖춘 사람 (국내거소 외국인, 법인 청약신청 불가) 가) 혼인 : 주택공급신청자와의 혼인 횟수 기간이 7년 이내일 것 나) 소득 : 해당 세대(예비신혼 부부인 경우 혼인으로 구성될 세대) 월평균 소득이 전전도 도시근로자 가구원수별 가구당 월평균소득의 120% 이하일 것 • 우선공급 : 위 요건을 충족하는 자로서 임차인 모집공고일(2022.03.31.(목)) 고양시 1년이상 거주 중인 자 • 예비당첨자 선정 "민간주택에 관한 특별법 시행규칙"에 따라 해당 공급세대수의 청약 신청이 미달 될 때 청약신청자 모두를 당첨자로 하며, 청약신청자가 해당 공급세대수를 초과할 경우 100%를 예비입주자로 예비당첨자를 선정하며, 청약접수가 100%를 초과할 경우 예비당첨자 선정에서 제외될 수 있습니다.: [17, 456, 821, 667]
- scale-line: ■ 공급규모 : 공동주택 지하 1층 ~ 지상 최고 4층 32개동 총 528세대(특별공급 243세대 포함) 및 부대복리시설: [19, 43, 275, 50]
- newly-qual: • 입주자 모집공고일(2022.03.31.(목)) 현재 만 19세 이상인 대한민국 국적을 가진 혼인 중인 사람 또는 예비신혼부부(혼인을 계획 중이며 해당 주택의 입주 전까지 혼인 사실을 증명할 수 있는 사람)로 말한다)로서 무주택세대구성원(예비신혼부부의 경우 혼인으로 구성될 세대의 세대구성원 모두 무주택인 경우 한정)으로서 다음 각 항목의 요건을 모두 갖춘 사람 (국내거소 외국인, 법인 청약신청 불가) 가) 혼인 : 주택공급신청자와의 혼인 횟수 기간이 7년 이내일 것 나) 소득 : 해당 세대(예비신혼 부부인 경우 혼인으로 구성될 세대) 월평균 소득이 전전도 도시근로자 가구원수별 가구당 월평균소득의 120% 이하일 것 • 우선공급 : 위 요건을 충족하는 자로서 임차인 모집공고일(2022.03.31.(목)) 고양시 1년이상 거주 중인 자: [98, 587, 488, 667]
- section-title: 주택공급내역: [55, 18, 101, 28]
- tenant-qual-table: 모집분야 공급세대수 자격요건 선정방법 우선 일반 특별공급 세어 18 110 • 입주자 모집공고일(2022.03.31.(목))현재 만 19세 이상인 대한민국 국적을 가진 무주택자로서 다음 각 항목의 요건을 모두 갖춘 사람 (국내거소 외국인, 법인 청약신청 불가) 가) 연령 : 만 19세 이상이면서 만 39세 이하일 것 나) 혼인 : 혼인 중이 아닐 것 다) 소득 : 다음 각 호의 기준을 충족할 것 ① 주택공급신청자가 소득이 있는 경우: 해당 세대의 월평균소득이 전전도 도시근로자 가구원(태아를 포함한다)수별 가구당 월평균소득의 "전전도 도시근로자 가구원수별 가구당 월평균소득"이라 한다)의 120% 이하일 것 ② 주택공급신청자가 소득이 없는 경우 : 부모의 월 평균소득 합계가 전전도 도시근로자 가구원수별 가구당 월 평균 소득의 120% 이하일 것 – 세어하우스 84A, 84B, 84C타입은 안방, 침실1, 침실2로 세대당 3실, 84D타입은 안방, 침실1, 침실2 입주하실 있으며 세대당 4실로 구성되어 있습니다. 세어하우스는 1인 1침실 공급이며, 침실배정은 임차인 세대원 협의에 의하며, 2인 이상 구성원이 동일한 침실 사용을 원하시는 경우 공급세대 호수를 합쳐 신청하셔야 합니다. ※ 세대의 각 침실별 선정은 추첨으로 이뤄 배정되며 침실, 침실 면적별 차등이 있으니 임대보증금 및 임대료는 동일하게 납부를 하셔야 됩니다. • 우선공급 : 위 요건을 충족하는 자로서 임차인 모집공고일(2022.03.31.(목)) 고양시 1년이상 거주 중인 자 • 특별공급(청년, 신혼부부, 세어) 유형별 공급세대수에 한하여 배정하며, 특별공급 청약 신청자 전부를 대상으로 전전도 도시근로자 가구원수별 가구당 월평균 소득으로 순위에 따라 선정하며 같은 순위에서 경쟁이 있는 경우 추첨의 방법으로 선정합니다. – 1순위 : 소득요건이 전전도 도시근로자 가구원수별 가구당, 월 평균소득의 100% 이하 – 2순위 : 소득요건이 전전도 도시근로자 가구원수별 가구당, 월 평균소득의 110% 이하 – 3순위 : 소득요건이 전전도 도시근로자 가구원수별 가구당, 월 평균소득의 120% 이하 • 단, 2인 이상 모집세어 청약시 소득기준은 모집인원 중 소득순위가 낮은자 기준으로 선정 예) 1순위+1순위+3순위 3인 모집으로 청약시 3순위로 청약 • 같은 순위 내 경쟁이 있을 경우 당첨자 선정방법은 각 호실별 모집인원(1인 ~ 2인구성) 1인 순으로 우선공급하되, 모집인원이 동일구성에서 같은 경우 추첨으로 결정합니다. • 당첨자로 선정된 경우 모집인원 중 1인이라도 부적격통보를 받거나 모집인원에서 이탈 시 당첨자 전원은 부적격 처리됩니다. • 세어(우선)우선/일반은 청약 모집인원 접수를 통해 청약 접수가 가능하며, 당첨자 선정은 공정한 청약을 거쳐 사업주체에서 추첨의 방식으로 당첨자(예비당첨자) 선정 및 동·호수 및 침실을 배정을 실시합니다. • 예비당첨자(당첨자) 선정 – 세대의 각 호실별 전체(활용)가 남을 경우 청약 신청자 모두를 예비입주자로 선정하며, 소득에 따른 순위별, 모집인원별의 순으로 선발을 구분하여 예비순번을 부여합니다. – 예비순번에 따라 전체세대의 호실에 선택 우선권이 있으며, 전체호실에 따라 본인이 선택할 수 있습니다. • 전체호실을 선택하여 임차인으로 선정될 경우 그 당첨자의 임대조건으로 계약을 체결하여야 합니다.: [17, 685, 821, 872]
- schedule-note: · 청약신청은 지정된 일자에만 가능하며, 해당 청약신청에 신청하시지 않아 발생하는 모든 불이익은 신청자 본인의 책임입니다. · 청약신청금 10만원 예치는 한국부동산원 청약홈 계좌로 이체하여 청약해야 하며, 청약신청 전 미리 확인하시기 바랍니다. · 일반공급(특공,일반) 당첨자 명단은 상기 장소에서 본인이 직접 확인하셔야 하며 한국부동산원 홈페이지(www.applyhome.co.kr)에서 당첨자 및 동·호수 확인 하실 수 있습니다. · 전화 문의에 대한 응답은 해드리지 않으니 양해 바랍니다.: [19, 1188, 772, 1202]
- newly-sel: • 예비당첨자 선정 "민간주택에 관한 특별법 시행규칙"에 따라 해당 공급세대수의 청약 신청이 미달 될 때 청약신청자 모두를 당첨자로 하며, 청약신청자가 해당 공급세대수를 초과할 경우 100%를 예비입주자로 예비당첨자를 선정하며, 청약접수가 100%를 초과할 경우 예비당첨자 선정에서 제외될 수 있습니다.: [488, 587, 821, 667]
- table-row: 84C 84.8771 23.7121 108.5892 62.0989 170.6881 1 – 1 – 1 5 8 4 – 12: [18, 127, 821, 137]
- table-row: 84D-3 84.5032 24.1099 108.6131 61.8253 170.4384 – – – – – – – – 9 9: [18, 261, 821, 271]
- table-row: 84C-3 84.8771 23.7121 108.5892 62.0989 170.6881 – – – – – – – – 25 25: [18, 251, 821, 261]
